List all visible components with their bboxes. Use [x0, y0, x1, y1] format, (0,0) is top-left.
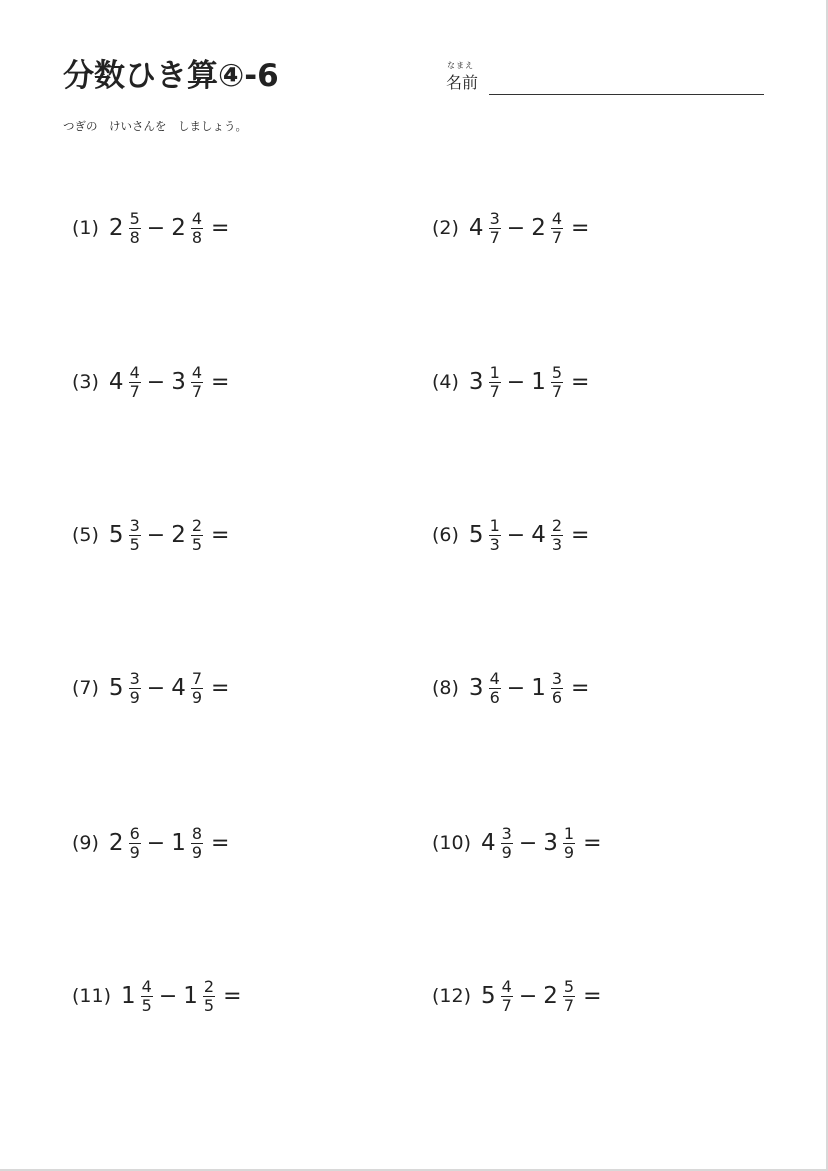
fraction: [203, 978, 215, 1015]
fraction: [551, 364, 563, 401]
fraction-denominator: 7: [129, 381, 140, 401]
whole-number: 5: [108, 522, 124, 548]
problem-item: [432, 357, 589, 407]
fraction-numerator: 4: [191, 208, 203, 228]
whole-number: 4: [171, 675, 186, 701]
fraction-numerator: 1: [489, 515, 500, 535]
fraction: [129, 670, 141, 707]
whole-number: 3: [171, 369, 186, 395]
equals-sign: =: [571, 369, 590, 395]
equals-sign: =: [571, 675, 590, 701]
problem-number: (8): [432, 677, 459, 699]
problem-item: [72, 818, 229, 868]
whole-number: 4: [468, 215, 484, 241]
whole-number: 3: [543, 830, 558, 856]
fraction-denominator: 5: [191, 534, 203, 554]
fraction-denominator: 6: [551, 687, 563, 707]
fraction-numerator: 4: [489, 668, 500, 688]
fraction-numerator: 3: [489, 208, 500, 228]
whole-number: 3: [468, 369, 484, 395]
minus-sign: −: [158, 983, 178, 1009]
fraction-denominator: 3: [551, 534, 563, 554]
minus-sign: −: [518, 983, 538, 1009]
equals-sign: =: [211, 215, 230, 241]
minus-sign: −: [506, 215, 526, 241]
fraction: [551, 670, 563, 707]
fraction-numerator: 4: [141, 976, 152, 996]
whole-number: 2: [171, 215, 186, 241]
fraction-denominator: 7: [191, 381, 203, 401]
problem-number: (1): [72, 217, 99, 239]
fraction-denominator: 9: [191, 842, 203, 862]
fraction: [191, 517, 203, 554]
fraction-denominator: 8: [191, 227, 203, 247]
minus-sign: −: [518, 830, 538, 856]
problem-item: [432, 971, 602, 1021]
whole-number: 1: [531, 369, 546, 395]
fraction-numerator: 8: [191, 823, 203, 843]
fraction-denominator: 9: [501, 842, 512, 862]
fraction-denominator: 3: [489, 534, 500, 554]
problem-number: (4): [432, 371, 459, 393]
fraction-numerator: 3: [129, 515, 140, 535]
fraction: [489, 210, 501, 247]
whole-number: 5: [468, 522, 484, 548]
fraction-numerator: 4: [501, 976, 512, 996]
problem-number: (7): [72, 677, 99, 699]
problem-number: (5): [72, 524, 99, 546]
fraction-denominator: 8: [129, 227, 140, 247]
problem-item: [72, 971, 242, 1021]
fraction-numerator: 2: [203, 976, 215, 996]
equals-sign: =: [223, 983, 242, 1009]
whole-number: 2: [108, 830, 124, 856]
problem-number: (10): [432, 832, 472, 854]
fraction-denominator: 5: [141, 995, 152, 1015]
problem-item: [432, 510, 589, 560]
problem-number: (12): [432, 985, 472, 1007]
equals-sign: =: [211, 830, 230, 856]
whole-number: 2: [108, 215, 124, 241]
fraction-denominator: 7: [501, 995, 512, 1015]
whole-number: 5: [481, 983, 496, 1009]
problem-number: (11): [72, 985, 112, 1007]
fraction-denominator: 7: [551, 227, 563, 247]
fraction-denominator: 7: [551, 381, 563, 401]
fraction: [489, 517, 501, 554]
minus-sign: −: [506, 369, 526, 395]
problem-item: [432, 663, 589, 713]
fraction-numerator: 4: [191, 362, 203, 382]
equals-sign: =: [211, 522, 230, 548]
fraction-denominator: 9: [191, 687, 203, 707]
problem-item: [72, 510, 229, 560]
fraction-denominator: 9: [129, 687, 140, 707]
whole-number: 4: [531, 522, 546, 548]
problem-number: (6): [432, 524, 459, 546]
fraction-denominator: 7: [563, 995, 575, 1015]
fraction-numerator: 1: [563, 823, 575, 843]
name-write-line[interactable]: [489, 94, 764, 95]
fraction-numerator: 4: [129, 362, 140, 382]
instruction-text: つぎの けいさんを しましょう。: [63, 119, 247, 133]
fraction-numerator: 4: [551, 208, 563, 228]
minus-sign: −: [506, 675, 526, 701]
fraction-numerator: 1: [489, 362, 500, 382]
minus-sign: −: [146, 675, 166, 701]
equals-sign: =: [211, 675, 230, 701]
fraction: [129, 210, 141, 247]
fraction: [191, 670, 203, 707]
whole-number: 1: [171, 830, 186, 856]
name-ruby: なまえ: [447, 61, 474, 70]
whole-number: 1: [183, 983, 198, 1009]
equals-sign: =: [211, 369, 230, 395]
equals-sign: =: [583, 983, 602, 1009]
whole-number: 4: [108, 369, 124, 395]
minus-sign: −: [146, 830, 166, 856]
fraction-denominator: 5: [129, 534, 140, 554]
fraction: [129, 364, 141, 401]
fraction: [129, 517, 141, 554]
fraction: [191, 825, 203, 862]
name-label: 名前: [446, 73, 479, 92]
fraction-denominator: 7: [489, 227, 500, 247]
fraction-numerator: 7: [191, 668, 203, 688]
fraction-denominator: 9: [563, 842, 575, 862]
problem-item: [72, 357, 229, 407]
fraction: [501, 825, 513, 862]
whole-number: 1: [531, 675, 546, 701]
minus-sign: −: [146, 215, 166, 241]
whole-number: 4: [481, 830, 496, 856]
minus-sign: −: [506, 522, 526, 548]
problem-number: (9): [72, 832, 99, 854]
fraction-denominator: 7: [489, 381, 500, 401]
fraction: [551, 210, 563, 247]
fraction: [501, 978, 513, 1015]
fraction-numerator: 3: [551, 668, 563, 688]
fraction-numerator: 3: [129, 668, 140, 688]
problem-item: [72, 203, 229, 253]
fraction: [489, 670, 501, 707]
fraction: [129, 825, 141, 862]
problem-item: [72, 663, 229, 713]
whole-number: 2: [531, 215, 546, 241]
problem-number: (3): [72, 371, 99, 393]
equals-sign: =: [583, 830, 602, 856]
fraction: [551, 517, 563, 554]
fraction-denominator: 5: [203, 995, 215, 1015]
fraction: [191, 210, 203, 247]
problem-item: [432, 203, 589, 253]
fraction-numerator: 2: [551, 515, 563, 535]
equals-sign: =: [571, 215, 590, 241]
whole-number: 5: [108, 675, 124, 701]
fraction-denominator: 9: [129, 842, 140, 862]
fraction-numerator: 6: [129, 823, 140, 843]
fraction-numerator: 5: [129, 208, 140, 228]
fraction-denominator: 6: [489, 687, 500, 707]
whole-number: 3: [468, 675, 484, 701]
fraction-numerator: 5: [551, 362, 563, 382]
fraction-numerator: 2: [191, 515, 203, 535]
whole-number: 1: [121, 983, 136, 1009]
whole-number: 2: [543, 983, 558, 1009]
problem-item: [432, 818, 602, 868]
fraction: [563, 825, 575, 862]
worksheet-title: 分数ひき算④-6: [63, 58, 279, 94]
fraction-numerator: 3: [501, 823, 512, 843]
equals-sign: =: [571, 522, 590, 548]
fraction: [141, 978, 153, 1015]
fraction: [489, 364, 501, 401]
fraction-numerator: 5: [563, 976, 575, 996]
minus-sign: −: [146, 369, 166, 395]
problem-number: (2): [432, 217, 459, 239]
fraction: [563, 978, 575, 1015]
minus-sign: −: [146, 522, 166, 548]
whole-number: 2: [171, 522, 186, 548]
fraction: [191, 364, 203, 401]
